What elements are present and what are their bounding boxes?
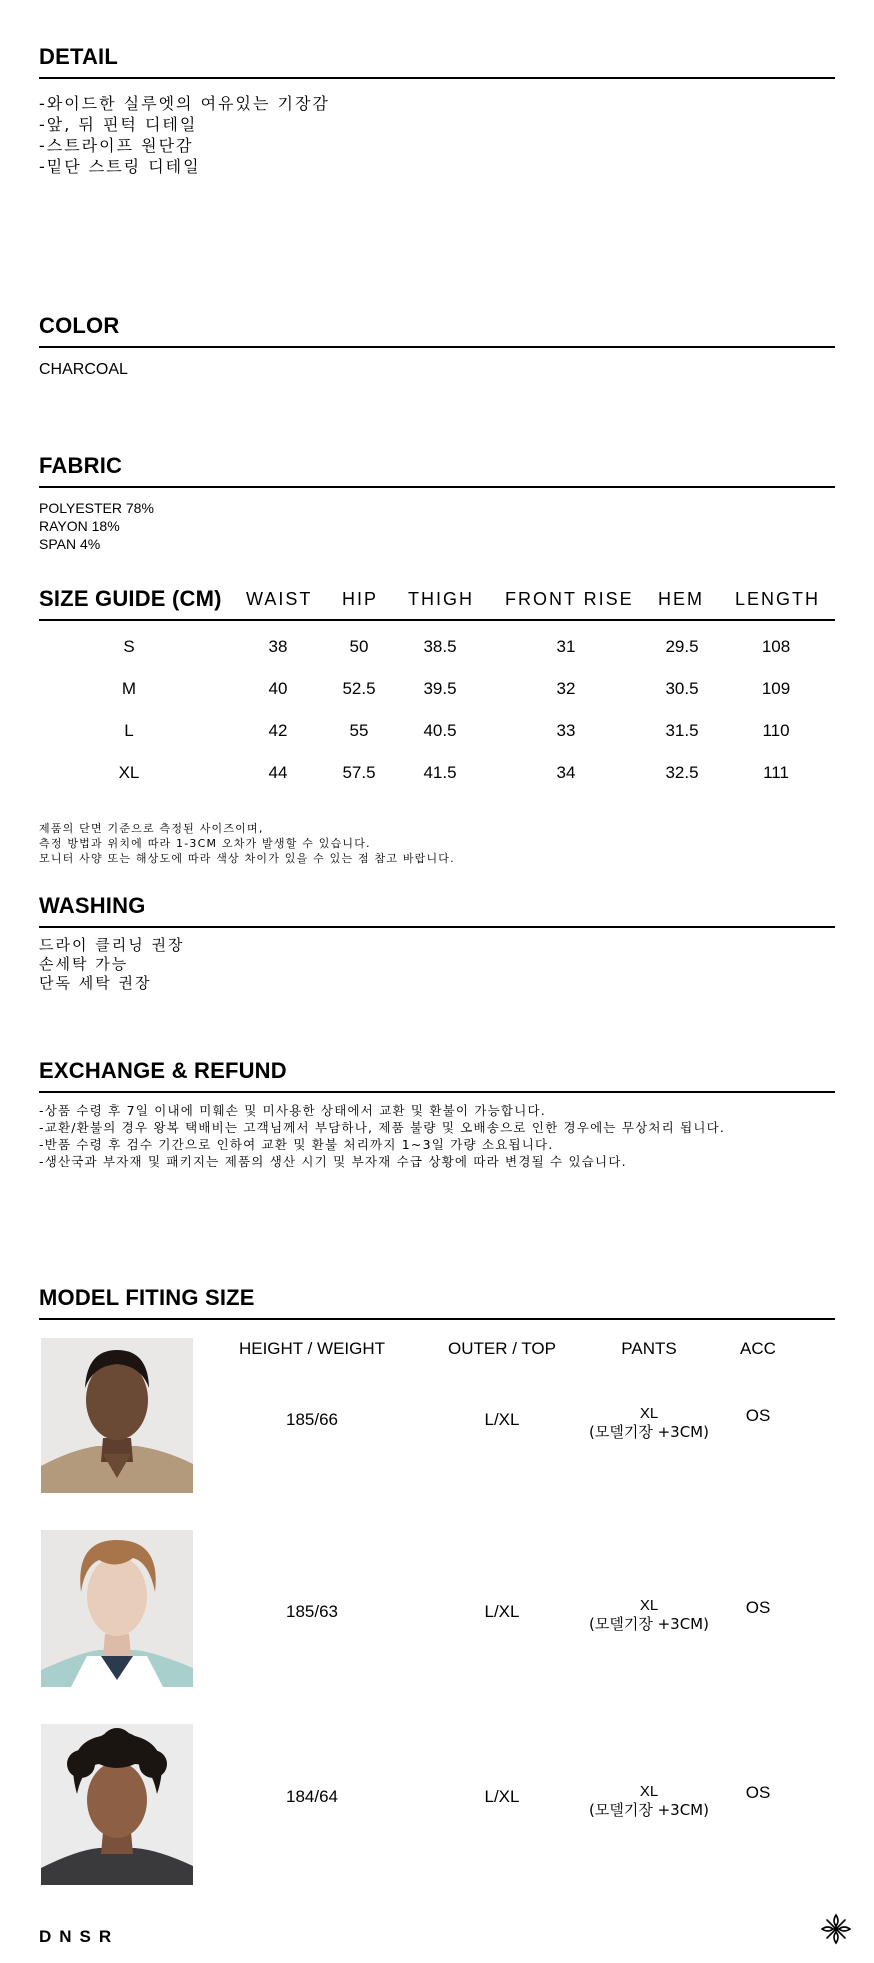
washing-line: 단독 세탁 권장 [39,974,152,992]
size-col-hem: HEM [658,589,704,609]
model-portrait-illustration [41,1724,193,1885]
washing-line: 드라이 클리닝 권장 [39,936,185,954]
size-value: 57.5 [342,763,376,782]
model-outer-top: L/XL [484,1410,520,1429]
size-value: 111 [763,763,789,782]
model-fitting-title: MODEL FITING SIZE [39,1285,255,1310]
model-pants-size: XL [639,1597,659,1614]
size-value: 38.5 [423,637,457,656]
size-value: 52.5 [342,679,376,698]
model-col-acc: ACC [740,1339,776,1358]
size-value: 109 [761,679,791,698]
size-value: 110 [762,721,790,740]
model-photo [41,1338,193,1493]
ornament-icon [819,1912,853,1946]
size-value: 40.5 [423,721,457,740]
model-photo [41,1724,193,1885]
model-col-pants: PANTS [621,1339,677,1358]
color-title: COLOR [39,313,120,338]
model-acc: OS [745,1406,771,1425]
washing-line: 손세탁 가능 [39,955,129,973]
model-pants-note: (모델기장 +3CM) [589,1615,709,1633]
fabric-line: POLYESTER 78% [39,500,154,516]
size-value: 55 [349,721,369,740]
size-value: 34 [556,763,576,782]
size-note: 측정 방법과 위치에 따라 1-3CM 오차가 발생할 수 있습니다. [39,837,371,850]
size-value: 30.5 [665,679,699,698]
size-label: XL [118,763,140,782]
model-height-weight: 184/64 [286,1787,338,1806]
exchange-line: -반품 수령 후 검수 기간으로 인하여 교환 및 환불 처리까지 1~3일 가량 소요됩니다. [39,1137,554,1152]
model-portrait-illustration [41,1530,193,1687]
model-height-weight: 185/63 [286,1602,338,1621]
size-value: 42 [268,721,288,740]
color-value: CHARCOAL [39,361,128,378]
fabric-divider [39,486,835,488]
washing-divider [39,926,835,928]
size-label: S [123,637,135,656]
color-divider [39,346,835,348]
fabric-line: RAYON 18% [39,518,120,534]
model-acc: OS [745,1783,771,1802]
size-value: 108 [761,637,791,656]
size-value: 39.5 [423,679,457,698]
model-portrait-illustration [41,1338,193,1493]
size-value: 33 [556,721,576,740]
size-label: L [124,721,134,740]
exchange-line: -교환/환불의 경우 왕복 택배비는 고객님께서 부담하나, 제품 불량 및 오배송으로 인한 경우에는 무상처리 됩니다. [39,1120,726,1135]
model-acc: OS [745,1598,771,1617]
size-guide-title: SIZE GUIDE (CM) [39,586,222,611]
exchange-line: -생산국과 부자재 및 패키지는 제품의 생산 시기 및 부자재 수급 상황에 따라 변경될 수 있습니다. [39,1154,627,1169]
model-pants-note: (모델기장 +3CM) [589,1801,709,1819]
size-value: 32.5 [665,763,699,782]
model-outer-top: L/XL [484,1787,520,1806]
model-fitting-divider [39,1318,835,1320]
model-photo [41,1530,193,1687]
size-value: 29.5 [665,637,699,656]
exchange-line: -상품 수령 후 7일 이내에 미훼손 및 미사용한 상태에서 교환 및 환불이 가능합니다. [39,1103,546,1118]
size-note: 제품의 단면 기준으로 측정된 사이즈이며, [39,822,264,835]
size-col-front-rise: FRONT RISE [505,589,634,609]
size-value: 41.5 [423,763,457,782]
size-value: 31.5 [665,721,699,740]
model-pants-note: (모델기장 +3CM) [589,1423,709,1441]
size-value: 44 [268,763,288,782]
fabric-title: FABRIC [39,453,123,478]
size-col-hip: HIP [342,589,379,609]
size-value: 32 [556,679,576,698]
detail-line: -밑단 스트링 디테일 [39,157,201,176]
model-pants-size: XL [639,1783,659,1800]
model-outer-top: L/XL [484,1602,520,1621]
size-value: 31 [556,637,576,656]
model-height-weight: 185/66 [286,1410,338,1429]
detail-title: DETAIL [39,44,119,69]
size-label: M [121,679,137,698]
exchange-divider [39,1091,835,1093]
size-col-length: LENGTH [735,589,821,609]
fabric-line: SPAN 4% [39,536,101,552]
size-col-waist: WAIST [246,589,313,609]
size-guide-divider [39,619,835,621]
size-value: 40 [268,679,288,698]
model-pants-size: XL [639,1405,659,1422]
model-col-height-weight: HEIGHT / WEIGHT [238,1339,386,1358]
model-col-outer-top: OUTER / TOP [447,1339,556,1358]
fabric-list [39,499,154,553]
detail-line: -스트라이프 원단감 [39,136,194,155]
washing-list [39,936,184,993]
exchange-list [39,1102,725,1170]
brand-logo: DNSR [39,1927,120,1946]
washing-title: WASHING [39,893,146,918]
size-value: 38 [268,637,288,656]
size-guide-notes [39,821,455,866]
exchange-title: EXCHANGE & REFUND [39,1058,287,1083]
detail-divider [39,77,835,79]
detail-line: -와이드한 실루엣의 여유있는 기장감 [39,94,330,113]
size-note: 모니터 사양 또는 해상도에 따라 색상 차이가 있을 수 있는 점 참고 바랍니다. [39,852,455,865]
size-value: 50 [349,637,369,656]
size-col-thigh: THIGH [408,589,474,609]
detail-list [39,93,330,177]
detail-line: -앞, 뒤 핀턱 디테일 [39,115,198,134]
